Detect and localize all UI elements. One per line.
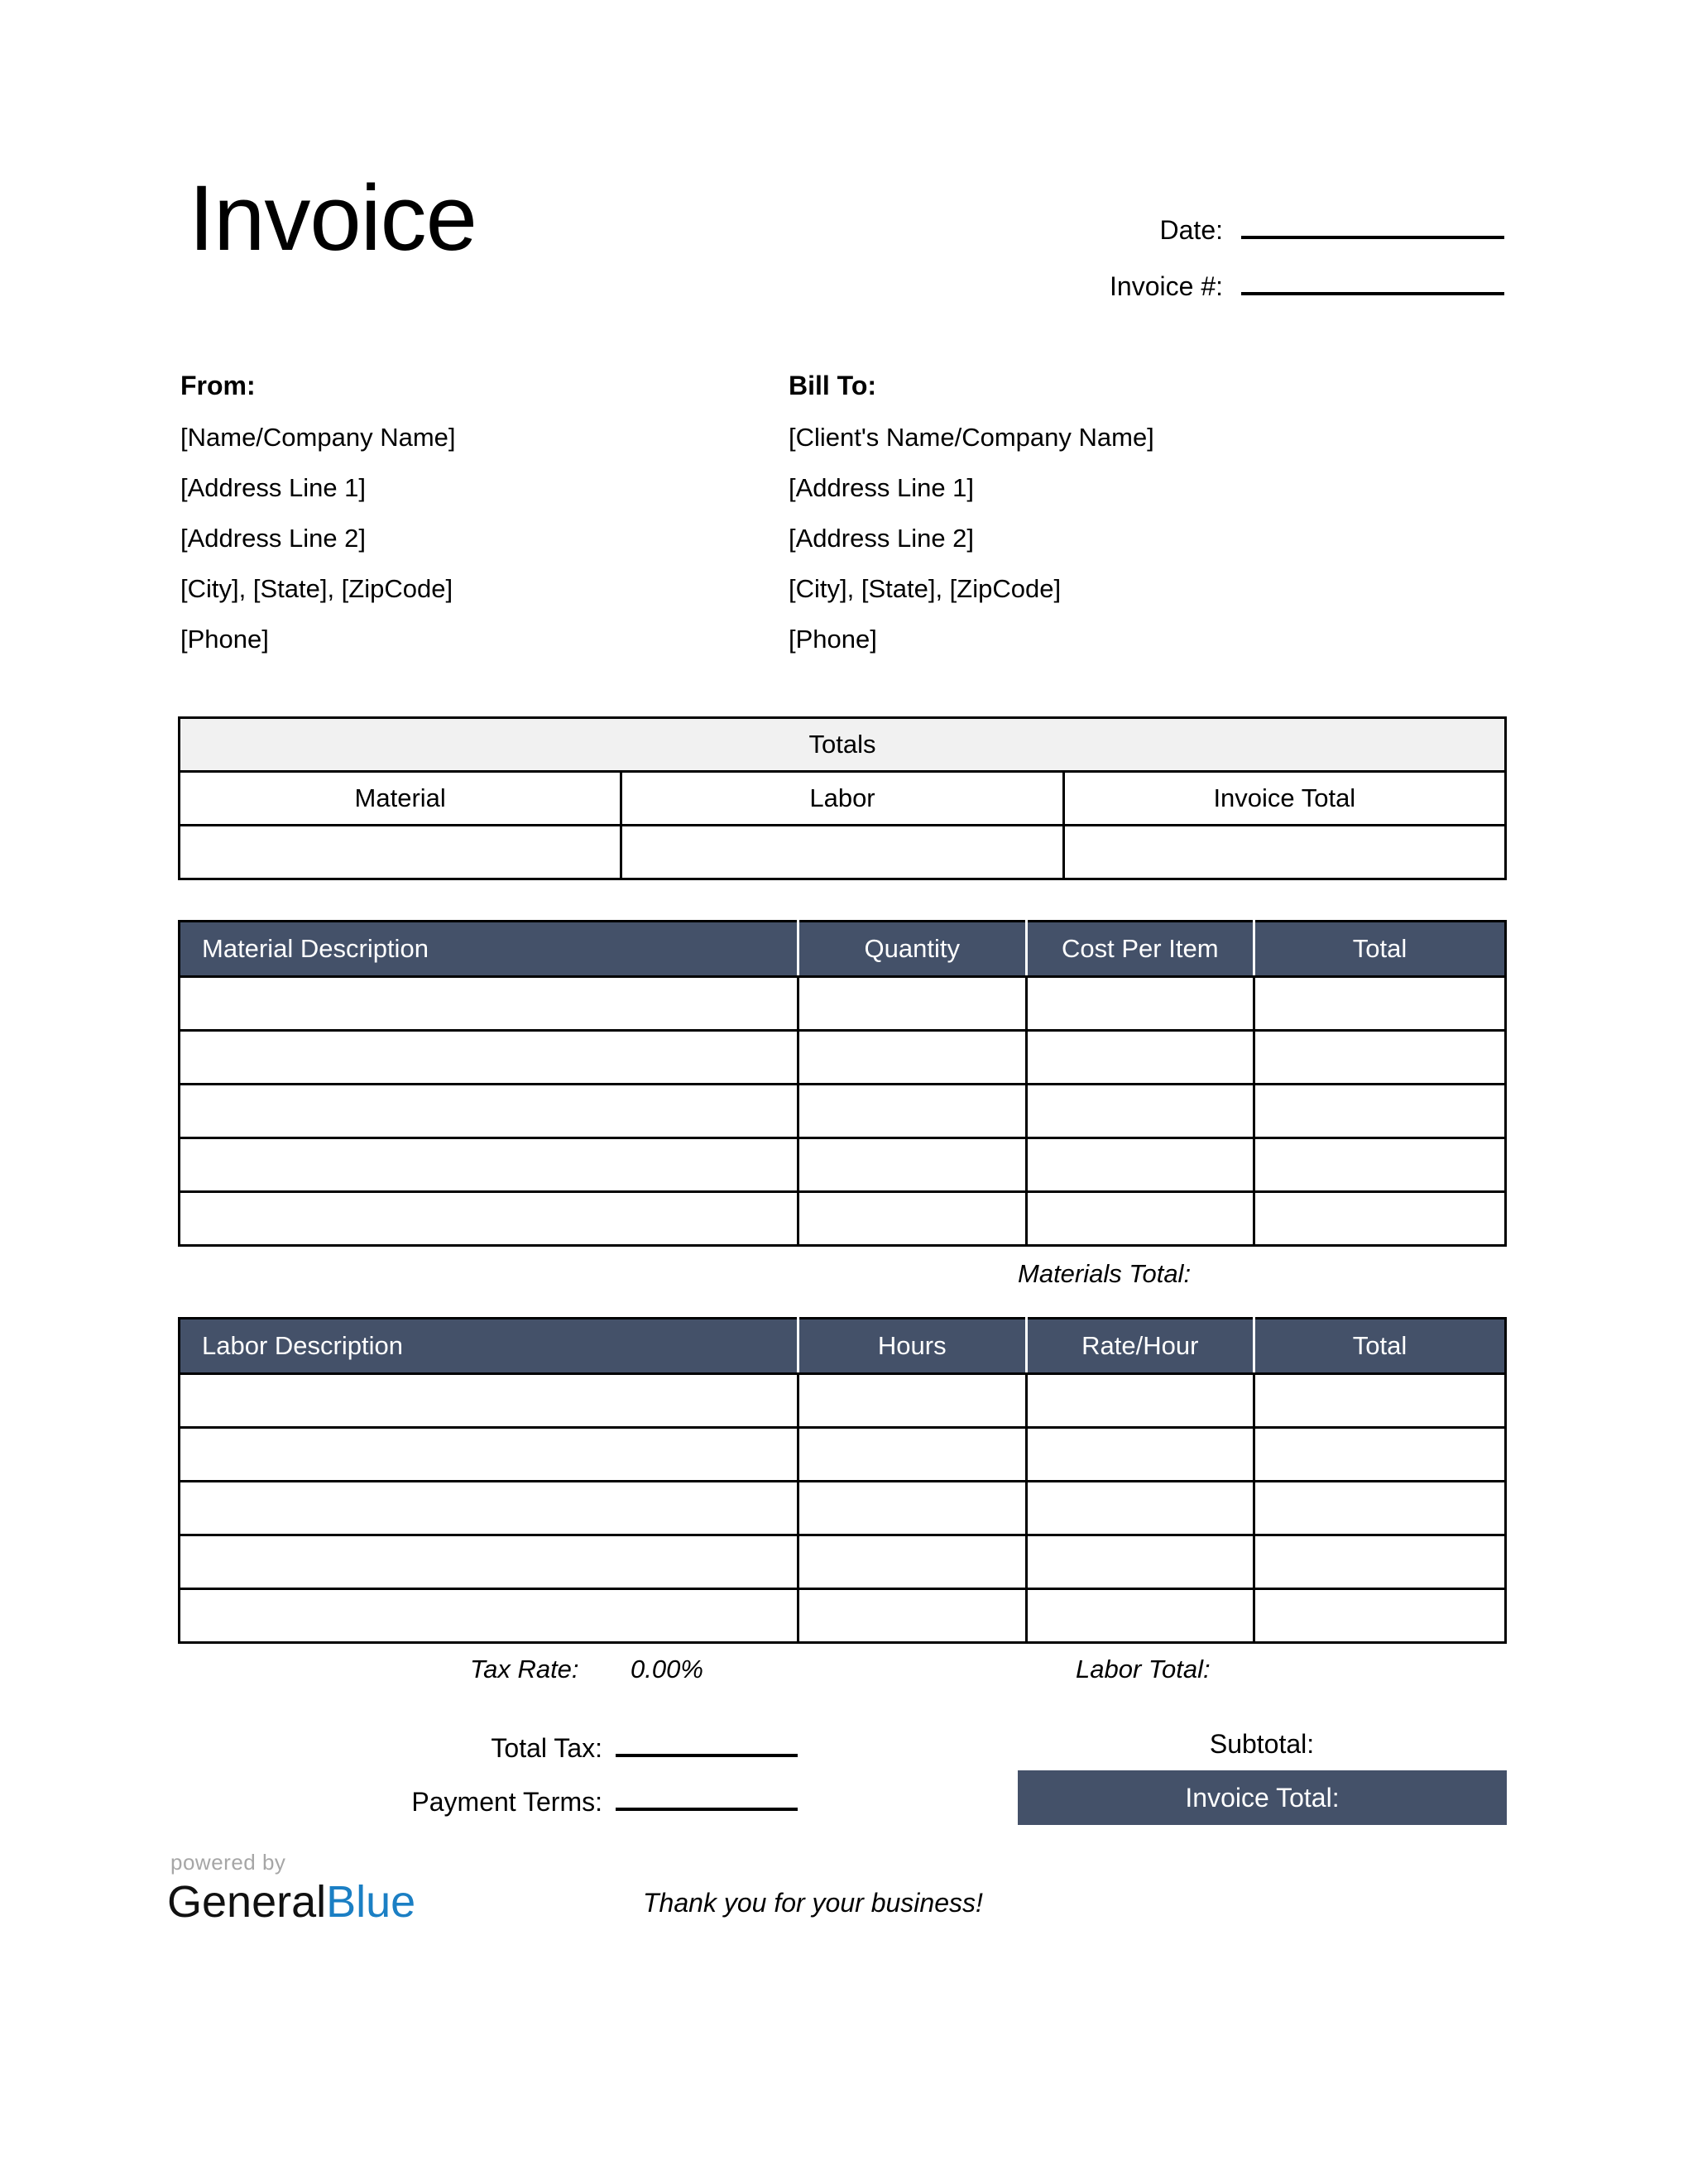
totals-table [178,716,1507,880]
materials-col-quantity: Quantity [798,922,1026,977]
totals-col-labor: Labor [621,772,1063,826]
bill-to-block [789,371,1154,654]
table-row [180,1374,1506,1428]
table-row [180,1085,1506,1138]
payment-terms-field [371,1783,798,1818]
bill-to-line-phone[interactable]: [Phone] [789,625,877,654]
labor-col-description: Labor Description [180,1319,798,1374]
labor-col-hours: Hours [798,1319,1026,1374]
thank-you-message: Thank you for your business! [643,1888,983,1918]
totals-value-material[interactable] [180,826,621,879]
from-line-address2[interactable]: [Address Line 2] [180,524,367,553]
from-line-phone[interactable]: [Phone] [180,625,269,654]
materials-cell-quantity[interactable] [798,977,1026,1031]
totals-value-invoice-total[interactable] [1063,826,1505,879]
materials-table [178,920,1507,1247]
totals-col-invoice-total: Invoice Total [1063,772,1505,826]
materials-cell-description[interactable] [180,977,798,1031]
table-row [180,1192,1506,1246]
labor-header-row [180,1319,1506,1374]
labor-cell-total[interactable] [1254,1589,1506,1643]
from-line-citystatezip[interactable]: [City], [State], [ZipCode] [180,574,453,603]
materials-cell-cost[interactable] [1026,1085,1254,1138]
labor-cell-description[interactable] [180,1589,798,1643]
labor-total-label: Labor Total: [1076,1655,1211,1684]
materials-cell-cost[interactable] [1026,977,1254,1031]
page-title: Invoice [189,166,477,270]
table-row [180,1482,1506,1535]
from-line-name[interactable]: [Name/Company Name] [180,423,456,452]
invoice-number-row [1041,267,1504,323]
table-row [180,977,1506,1031]
date-row [1041,211,1504,267]
materials-cell-quantity[interactable] [798,1138,1026,1192]
materials-cell-description[interactable] [180,1138,798,1192]
totals-col-material: Material [180,772,621,826]
labor-cell-rate[interactable] [1026,1589,1254,1643]
totals-value-labor[interactable] [621,826,1063,879]
tax-rate-label: Tax Rate: [470,1655,579,1684]
materials-cell-description[interactable] [180,1192,798,1246]
table-row [180,1428,1506,1482]
materials-cell-cost[interactable] [1026,1138,1254,1192]
table-row [180,1589,1506,1643]
materials-cell-total[interactable] [1254,1138,1506,1192]
invoice-number-input[interactable] [1241,267,1504,295]
total-tax-input[interactable] [616,1729,798,1757]
tax-rate-value[interactable]: 0.00% [631,1655,703,1684]
subtotal-label: Subtotal: [1209,1729,1315,1759]
table-row [180,1138,1506,1192]
labor-cell-hours[interactable] [798,1535,1026,1589]
labor-cell-total[interactable] [1254,1374,1506,1428]
total-tax-field [371,1729,798,1764]
materials-cell-description[interactable] [180,1031,798,1085]
bill-to-line-address1[interactable]: [Address Line 1] [789,473,975,502]
total-tax-label: Total Tax: [491,1733,602,1763]
labor-cell-rate[interactable] [1026,1428,1254,1482]
brand-name [167,1877,415,1927]
materials-cell-description[interactable] [180,1085,798,1138]
labor-table [178,1317,1507,1644]
invoice-meta [1041,211,1504,323]
labor-cell-rate[interactable] [1026,1482,1254,1535]
labor-cell-hours[interactable] [798,1374,1026,1428]
totals-title: Totals [180,718,1506,772]
bill-to-line-name[interactable]: [Client's Name/Company Name] [789,423,1154,452]
payment-terms-label: Payment Terms: [411,1787,602,1817]
materials-cell-total[interactable] [1254,1192,1506,1246]
from-line-address1[interactable]: [Address Line 1] [180,473,367,502]
labor-cell-total[interactable] [1254,1535,1506,1589]
table-row [180,1031,1506,1085]
materials-col-description: Material Description [180,922,798,977]
generalblue-logo [167,1850,415,1927]
powered-by-label: powered by [170,1850,286,1875]
materials-col-total: Total [1254,922,1506,977]
materials-cell-total[interactable] [1254,977,1506,1031]
materials-cell-cost[interactable] [1026,1192,1254,1246]
labor-cell-description[interactable] [180,1428,798,1482]
totals-title-row [180,718,1506,772]
date-input[interactable] [1241,211,1504,239]
labor-cell-rate[interactable] [1026,1374,1254,1428]
labor-col-rate-per-hour: Rate/Hour [1026,1319,1254,1374]
labor-col-total: Total [1254,1319,1506,1374]
materials-header-row [180,922,1506,977]
materials-cell-cost[interactable] [1026,1031,1254,1085]
labor-cell-hours[interactable] [798,1428,1026,1482]
bill-to-heading: Bill To: [789,371,877,400]
bill-to-line-address2[interactable]: [Address Line 2] [789,524,975,553]
materials-cell-quantity[interactable] [798,1031,1026,1085]
invoice-total-label: Invoice Total: [1185,1782,1340,1813]
materials-total-label: Materials Total: [1018,1259,1192,1288]
materials-col-cost-per-item: Cost Per Item [1026,922,1254,977]
brand-name-general: General [167,1877,327,1927]
bill-to-line-citystatezip[interactable]: [City], [State], [ZipCode] [789,574,1062,603]
table-row [180,1535,1506,1589]
invoice-total-bar [1018,1770,1507,1825]
labor-cell-description[interactable] [180,1482,798,1535]
labor-cell-hours[interactable] [798,1482,1026,1535]
materials-cell-quantity[interactable] [798,1192,1026,1246]
from-heading: From: [180,371,256,400]
date-label: Date: [1159,215,1223,245]
labor-cell-total[interactable] [1254,1482,1506,1535]
labor-cell-total[interactable] [1254,1428,1506,1482]
totals-header-row [180,772,1506,826]
invoice-number-label: Invoice #: [1110,271,1223,301]
labor-cell-description[interactable] [180,1535,798,1589]
materials-cell-total[interactable] [1254,1031,1506,1085]
payment-terms-input[interactable] [616,1783,798,1811]
from-block [180,371,456,654]
labor-cell-hours[interactable] [798,1589,1026,1643]
materials-cell-total[interactable] [1254,1085,1506,1138]
labor-cell-rate[interactable] [1026,1535,1254,1589]
totals-value-row [180,826,1506,879]
materials-cell-quantity[interactable] [798,1085,1026,1138]
labor-cell-description[interactable] [180,1374,798,1428]
brand-name-blue: Blue [326,1877,416,1927]
